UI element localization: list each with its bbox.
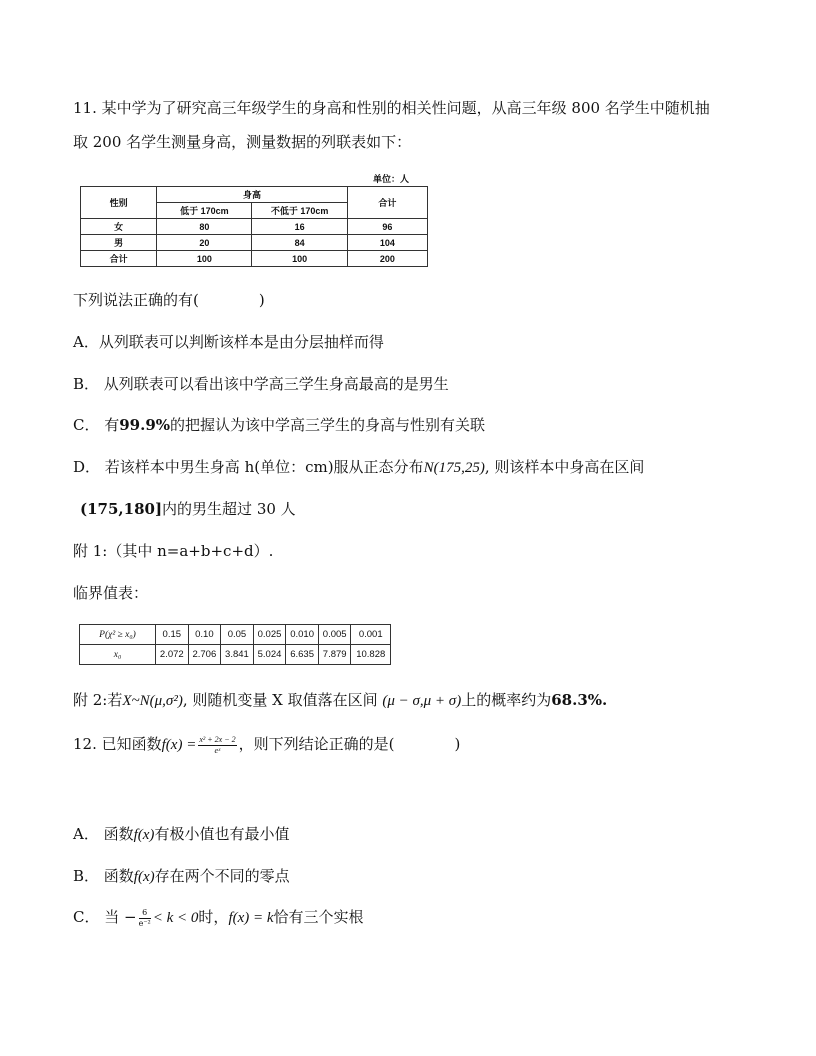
- q12-fraction: [198, 735, 236, 756]
- table-row: [81, 219, 428, 235]
- opt-a-fx: f(x): [133, 827, 155, 843]
- cell: 96: [347, 219, 427, 235]
- row-label: 合计: [81, 251, 157, 267]
- frac-denominator: e⁻²: [138, 918, 151, 928]
- q11-option-c: [73, 414, 485, 435]
- row-label: 女: [81, 219, 157, 235]
- opt-a-post: 有极小值也有最小值: [154, 825, 290, 843]
- opt-c-when: 时，: [198, 908, 229, 926]
- note-2: [73, 689, 607, 710]
- p-header: P(χ² ≥ x₀): [80, 625, 156, 645]
- cell: 0.010: [286, 625, 319, 645]
- col-low-header: 低于 170cm: [157, 203, 252, 219]
- note-1: 附 1:（其中 n=a+b+c+d）.: [73, 542, 274, 560]
- q12-option-a: [73, 823, 289, 844]
- cell: 0.05: [221, 625, 254, 645]
- opt-a-pre: A． 函数: [73, 825, 134, 843]
- opt-c-percent: 99.9%: [119, 416, 171, 434]
- cell: 16: [252, 219, 347, 235]
- q12-stem: [73, 733, 460, 756]
- x-header: x₀: [80, 645, 156, 665]
- table-row: [81, 235, 428, 251]
- opt-c-post: 恰有三个实根: [273, 908, 364, 926]
- cell: 7.879: [318, 645, 351, 665]
- opt-c-post: 的把握认为该中学高三学生的身高与性别有关联: [170, 416, 486, 434]
- frac-numerator: x² + 2x − 2: [199, 734, 236, 744]
- q12-option-c: [73, 906, 364, 929]
- cell: 2.072: [156, 645, 189, 665]
- opt-d-dist: N(175,25): [423, 460, 485, 476]
- cell: 104: [347, 235, 427, 251]
- row-label: 男: [81, 235, 157, 251]
- note2-interval: (μ − σ,μ + σ): [382, 693, 462, 709]
- opt-d-line2: 内的男生超过 30 人: [162, 500, 296, 518]
- opt-d-post: , 则该样本中身高在区间: [484, 458, 645, 476]
- q11-option-a: A．从列联表可以判断该样本是由分层抽样而得: [73, 333, 384, 351]
- cell: 0.15: [156, 625, 189, 645]
- note2-prob: 68.3%.: [551, 691, 608, 709]
- gender-header: 性别: [81, 187, 157, 219]
- q12-post: ，则下列结论正确的是( ): [238, 735, 461, 753]
- opt-c-inequality: < k < 0: [152, 910, 199, 926]
- cell: 0.001: [351, 625, 391, 645]
- cell: 10.828: [351, 645, 391, 665]
- q12-option-b: [73, 865, 290, 886]
- unit-label: 单位：人: [373, 174, 410, 184]
- q11-prompt: 下列说法正确的有( ): [73, 291, 265, 309]
- table-row: [81, 251, 428, 267]
- frac-denominator: eˣ: [214, 745, 221, 755]
- contingency-table: [80, 186, 428, 267]
- note2-post: 上的概率约为: [461, 691, 552, 709]
- note2-dist: X~N(μ,σ²): [122, 693, 183, 709]
- cell: 200: [347, 251, 427, 267]
- opt-c-fraction: [139, 908, 151, 929]
- cell: 20: [157, 235, 252, 251]
- cell: 0.005: [318, 625, 351, 645]
- opt-b-post: 存在两个不同的零点: [154, 867, 290, 885]
- opt-d-pre: D． 若该样本中男生身高 h(单位：cm)服从正态分布: [73, 458, 424, 476]
- table-row: [80, 645, 391, 665]
- opt-b-pre: B． 函数: [73, 867, 134, 885]
- cell: 0.025: [253, 625, 286, 645]
- q11-stem-line2: 取 200 名学生测量身高，测量数据的列联表如下：: [73, 133, 412, 151]
- cell: 80: [157, 219, 252, 235]
- opt-c-equation: f(x) = k: [228, 910, 274, 926]
- q11-option-d-line2: [80, 498, 296, 519]
- note2-mid: , 则随机变量 X 取值落在区间: [182, 691, 383, 709]
- col-high-header: 不低于 170cm: [252, 203, 347, 219]
- frac-numerator: 6: [139, 908, 151, 919]
- opt-c-pre: C． 有: [73, 416, 120, 434]
- q11-stem-line1: 11. 某中学为了研究高三年级学生的身高和性别的相关性问题，从高三年级 800 名学生中随机抽: [73, 99, 710, 117]
- cell: 100: [157, 251, 252, 267]
- q11-option-b: B． 从列联表可以看出该中学高三学生身高最高的是男生: [73, 375, 449, 393]
- opt-b-fx: f(x): [133, 869, 155, 885]
- critical-value-table: [79, 624, 391, 665]
- q11-option-d: [73, 456, 644, 477]
- cell: 0.10: [188, 625, 221, 645]
- cell: 100: [252, 251, 347, 267]
- opt-d-interval: (175,180]: [80, 500, 163, 518]
- height-header: 身高: [157, 187, 347, 203]
- total-header: 合计: [347, 187, 427, 219]
- cell: 3.841: [221, 645, 254, 665]
- q12-pre: 12. 已知函数: [73, 735, 162, 753]
- critical-table-title: 临界值表：: [73, 584, 149, 602]
- q12-fx: f(x) =: [161, 737, 197, 753]
- note2-pre: 附 2:若: [73, 691, 123, 709]
- opt-c-pre: C． 当 −: [73, 908, 137, 926]
- cell: 2.706: [188, 645, 221, 665]
- cell: 5.024: [253, 645, 286, 665]
- cell: 6.635: [286, 645, 319, 665]
- table-row: [80, 625, 391, 645]
- cell: 84: [252, 235, 347, 251]
